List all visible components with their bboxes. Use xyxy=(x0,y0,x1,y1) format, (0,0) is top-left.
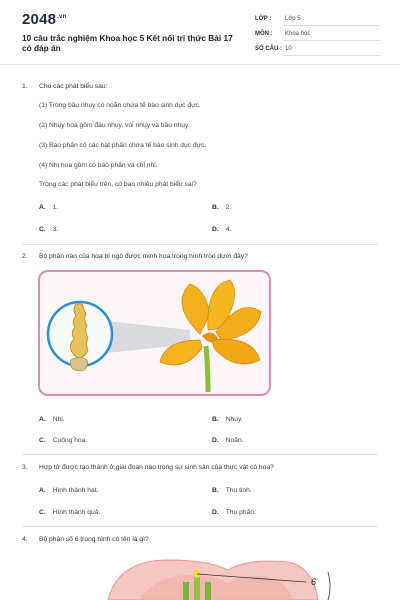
meta-count: SỐ CÂU : 10 xyxy=(255,44,380,56)
statement-2: (2) Nhụy hoa gồm đầu nhụy, vòi nhụy và bầu nhụy. xyxy=(39,122,190,129)
meta-subject: MÔN : Khoa học xyxy=(255,29,380,41)
page-title: 10 câu trắc nghiệm Khoa học 5 Kết nối tri thức Bài 17 có đáp án xyxy=(22,33,233,53)
site-logo[interactable]: $2048^{.vn}$ xyxy=(22,11,67,28)
meta-class: LỚP : Lớp 5 xyxy=(255,14,380,26)
pumpkin-flower-illustration xyxy=(40,272,269,394)
q2-option-b[interactable]: B. Nhụy. xyxy=(212,416,243,423)
q3-option-d[interactable]: D. Thụ phấn. xyxy=(212,509,256,516)
pumpkin-flower-image xyxy=(38,270,271,396)
q1-option-a[interactable]: A. 1. xyxy=(39,204,59,211)
q2-option-c[interactable]: C. Cuống hoa. xyxy=(39,437,88,444)
flower-parts-illustration xyxy=(98,552,348,600)
q3-option-c[interactable]: C. Hình thành quả. xyxy=(39,509,101,516)
question-prompt: Trong các phát biểu trên, có bao nhiêu phát biểu sai? xyxy=(39,181,197,188)
figure-label-6: 6 xyxy=(311,577,317,587)
statement-3: (3) Bao phấn có các hạt phấn chứa tế bào sinh dục đực. xyxy=(39,142,207,149)
q1-option-c[interactable]: C. 3. xyxy=(39,226,59,233)
q2-option-d[interactable]: D. Noãn. xyxy=(212,437,244,444)
q1-option-d[interactable]: D. 4. xyxy=(212,226,232,233)
divider xyxy=(22,454,378,455)
q1-option-b[interactable]: B. 2. xyxy=(212,204,232,211)
divider xyxy=(22,526,378,527)
q3-option-b[interactable]: B. Thụ tinh. xyxy=(212,487,252,494)
page-header xyxy=(0,0,400,65)
flower-diagram-image xyxy=(98,552,348,600)
q3-option-a[interactable]: A. Hình thành hạt. xyxy=(39,487,99,494)
statement-4: (4) Nhị hoa gồm có bao phấn và chỉ nhị. xyxy=(39,162,158,169)
q2-option-a[interactable]: A. Nhị. xyxy=(39,416,65,423)
statement-1: (1) Trong bầu nhụy có noãn chứa tế bào sinh dục đực. xyxy=(39,102,201,109)
divider xyxy=(22,244,378,245)
